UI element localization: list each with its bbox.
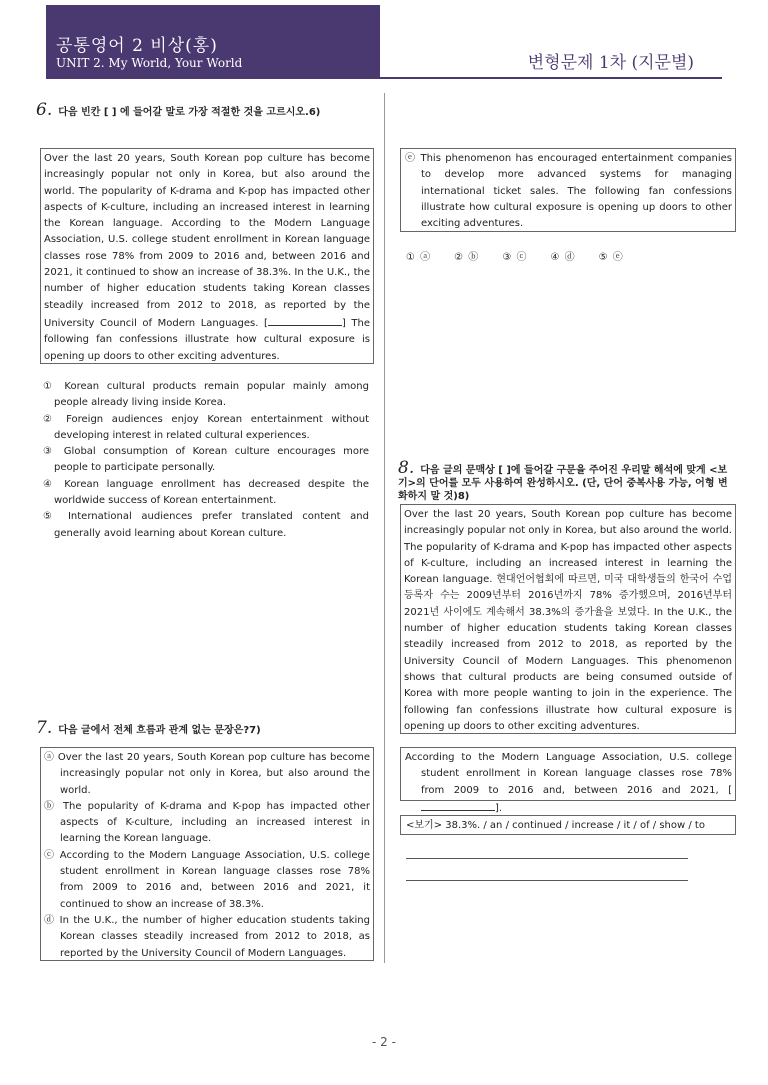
header-rule [46,77,722,79]
q6-options [43,379,369,542]
column-divider [384,93,385,963]
q6-option-2[interactable]: ② Foreign audiences enjoy Korean entertainment without developing interest in related cultural experiences. [43,413,369,441]
q6-heading [36,100,376,120]
q8-passage: Over the last 20 years, South Korean pop culture has become increasingly popular not only in Korea, but also around the world. The popularity of K-drama and K-pop has impacted other aspects of K-culture, including an increased interest in learning the Korean language. 현대언어협회에 따르면, 미국 대학생들의 한국어 수업 등록자 수는 2009년부터 2016년까지 78% 증가했으며, 2016년부터 2021년 사이에도 계속해서 38.3%의 증가율을 보였다. In the U.K., the number of higher education students taking Korean classes steadily increased from 2012 to 2018, as reported by the University Council of Modern Languages. This phenomenon shows that cultural products are being consumed outside of Korea with more people wanting to join in the experience. The following fan confessions illustrate how cultural exposure is opening up doors to other exciting adventures. [404,509,732,732]
q8-answer-line-1[interactable] [406,858,688,859]
q7-item-d: ⓓ In the U.K., the number of higher education students taking Korean classes steadily increased from 2012 to 2018, as reported by the University Council of Modern Languages. [44,914,370,959]
q8-bogi: <보기> 38.3%. / an / continued / increase / it / of / show / to [406,820,705,831]
unit-subtitle: UNIT 2. My World, Your World [56,56,243,70]
q6-option-4[interactable]: ④ Korean language enrollment has decreased despite the worldwide success of Korean entertainment. [43,478,369,507]
q7-item-a: ⓐ Over the last 20 years, South Korean pop culture has become increasingly popular not only in Korea, but also around the world. [44,752,370,796]
q7-passage-box [40,747,374,961]
header-banner [46,5,380,77]
q7-option-2[interactable]: ② ⓑ [454,252,479,263]
q6-option-1[interactable]: ① Korean cultural products remain popular mainly among people already living inside Korea. [43,381,369,409]
q7-item-e: ⓔ This phenomenon has encouraged entertainment companies to develop more advanced systems for managing international ticket sales. The following fan confessions illustrate how cultural exposure is opening up doors to other exciting adventures. [405,153,732,230]
q7-option-1[interactable]: ① ⓐ [406,252,431,263]
q6-number: 6. [36,100,53,120]
q8-sentence-part-b: ]. [495,802,503,814]
q6-passage-box [40,148,374,364]
q8-number: 8. [398,458,415,478]
q6-blank[interactable] [268,314,342,326]
q7-options [406,248,647,263]
q7-passage-box-continued [400,148,736,232]
page-number: - 2 - [372,1035,396,1049]
q8-sentence-part-a: According to the Modern Language Association, U.S. college student enrollment in Korean language classes rose 78% from 2009 to 2016 and, between 2016 and 2021, [ [405,752,732,796]
q8-sentence-blank[interactable] [421,799,495,811]
q6-option-5[interactable]: ⑤ International audiences prefer translated content and generally avoid learning about Korean culture. [43,511,369,539]
q6-option-3[interactable]: ③ Global consumption of Korean culture encourages more people to participate personally. [43,446,369,474]
exam-type-title: 변형문제 1차 (지문별) [527,53,694,73]
q8-bogi-box [400,815,736,835]
q8-passage-box [400,504,736,734]
q6-passage-part-b: ] The following fan confessions illustrate how cultural exposure is opening up doors to other exciting adventures. [44,317,370,362]
q7-question: 다음 글에서 전체 흐름과 관계 없는 문장은?7) [58,725,261,736]
q8-answer-line-2[interactable] [406,880,688,881]
q8-heading [398,458,736,503]
q6-passage-part-a: Over the last 20 years, South Korean pop culture has become increasingly popular not only in Korea, but also around the world. The popularity of K-drama and K-pop has impacted other aspects of K-culture, including an increased interest in learning the Korean language. According to the Modern Language Association, U.S. college student enrollment in Korean language classes rose 78% from 2009 to 2016 and, between 2016 and 2021, it continued to show an increase of 38.3%. In the U.K., the number of higher education students taking Korean classes steadily increased from 2012 to 2018, as reported by the University Council of Modern Languages. [ [44,153,370,329]
q7-item-b: ⓑ The popularity of K-drama and K-pop has impacted other aspects of K-culture, including an increased interest in learning the Korean language. [44,800,370,845]
q8-sentence-box [400,747,736,814]
q8-question: 다음 글의 문맥상 [ ]에 들어갈 구문을 주어진 우리말 해석에 맞게 <보기>의 단어를 모두 사용하여 완성하시오. (단, 단어 중복사용 가능, 어형 변화하지 말 것)8) [398,465,728,502]
q7-option-5[interactable]: ⑤ ⓔ [598,252,623,263]
q7-option-3[interactable]: ③ ⓒ [502,252,527,263]
q7-option-4[interactable]: ④ ⓓ [550,252,575,263]
q7-number: 7. [36,718,53,738]
q7-heading [36,718,376,738]
q6-question: 다음 빈칸 [ ] 에 들어갈 말로 가장 적절한 것을 고르시오.6) [58,107,321,118]
document-title: 공통영어 2 비상(홍) [56,36,218,56]
q7-item-c: ⓒ According to the Modern Language Association, U.S. college student enrollment in Korean language classes rose 78% from 2009 to 2016 and, between 2016 and 2021, it continued to show an increase of 38.3%. [44,849,370,910]
